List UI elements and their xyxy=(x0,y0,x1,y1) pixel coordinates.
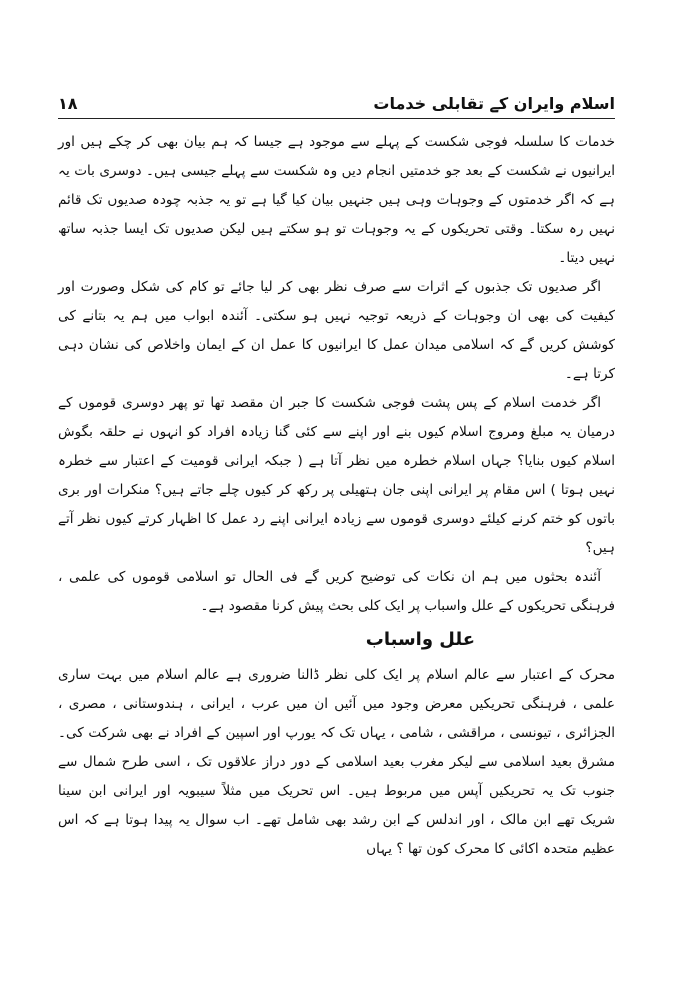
paragraph-4: آئندہ بحثوں میں ہم ان نکات کی توضیح کریں گے فی الحال تو اسلامی قوموں کی علمی ، فرہنگی تحریکوں کے علل واسباب پر ایک کلی بحث پیش کرنا مقصود ہے۔ xyxy=(58,569,615,614)
page-header xyxy=(58,92,615,119)
paragraph-5: محرک کے اعتبار سے عالم اسلام پر ایک کلی نظر ڈالنا ضروری ہے عالم اسلام میں بہت ساری علمی ، فرہنگی تحریکیں معرض وجود میں آئیں ان میں عرب ، ایرانی ، ہندوستانی ، مصری ، الجزائری ، تیونسی ، مراقشی ، شامی ، یہاں تک کہ یورپ اور اسپین کے افراد نے بھی شرکت کی۔ مشرق بعید اسلامی سے لیکر مغرب بعید اسلامی کے دور دراز علاقوں تک ، اسی طرح شمال سے جنوب تک یہ تحریکیں آپس میں مربوط ہیں۔ اس تحریک میں مثلاً سیبویہ اور ایرانی ابن سینا شریک تھے ابن مالک ، اور اندلس کے ابن رشد بھی شامل تھے۔ اب سوال یہ پیدا ہوتا ہے کہ اس عظیم متحدہ اکائی کا محرک کون تھا ؟ یہاں xyxy=(58,667,615,857)
paragraph-2: اگر صدیوں تک جذبوں کے اثرات سے صرف نظر بھی کر لیا جائے تو کام کی شکل وصورت اور کیفیت کی بھی ان وجوہات کے ذریعہ توجیہ نہیں ہو سکتی۔ آئندہ ابواب میں ہم یہ بتانے کی کوشش کریں گے کہ اسلامی میدان عمل کا ایرانیوں کا عمل ان کے ایمان واخلاص کی نشان دہی کرتا ہے۔ xyxy=(58,279,615,382)
running-title: اسلام وایران کے تقابلی خدمات xyxy=(373,94,615,113)
section-heading: علل واسباب xyxy=(365,629,475,650)
body-text xyxy=(58,128,615,864)
page-number: ۱۸ xyxy=(58,94,78,113)
paragraph-3: اگر خدمت اسلام کے پس پشت فوجی شکست کا جبر ان مقصد تھا تو پھر دوسری قوموں کے درمیان یہ مبلغ ومروج اسلام کیوں بنے اور اپنے سے کئی گنا زیادہ افراد کو انہوں نے حلقہ بگوش اسلام کیوں بنایا؟ جہاں اسلام خطرہ میں نظر آتا ہے ( جبکہ ایرانی قومیت کے اعتبار سے خطرہ نہیں ہوتا ) اس مقام پر ایرانی اپنی جان ہتھیلی پر رکھ کر کیوں چلے جاتے ہیں؟ منکرات اور بری باتوں کو ختم کرنے کیلئے دوسری قوموں سے زیادہ ایرانی اپنے رد عمل کا اظہار کرتے کیوں نظر آتے ہیں؟ xyxy=(58,395,615,556)
paragraph-1: خدمات کا سلسلہ فوجی شکست کے پہلے سے موجود ہے جیسا کہ ہم بیان بھی کر چکے ہیں اور ایرانیوں نے شکست کے بعد جو خدمتیں انجام دیں وہ شکست سے پہلے جیسی ہیں۔ دوسری بات یہ ہے کہ اگر خدمتوں کے وجوہات وہی ہیں جنہیں بیان کیا گیا ہے تو یہ جذبہ چودہ صدیوں تک قائم نہیں رہ سکتا۔ وقتی تحریکوں کے یہ وجوہات تو ہو سکتے ہیں لیکن صدیوں تک ایسا جذبہ ساتھ نہیں دیتا۔ xyxy=(58,134,615,266)
